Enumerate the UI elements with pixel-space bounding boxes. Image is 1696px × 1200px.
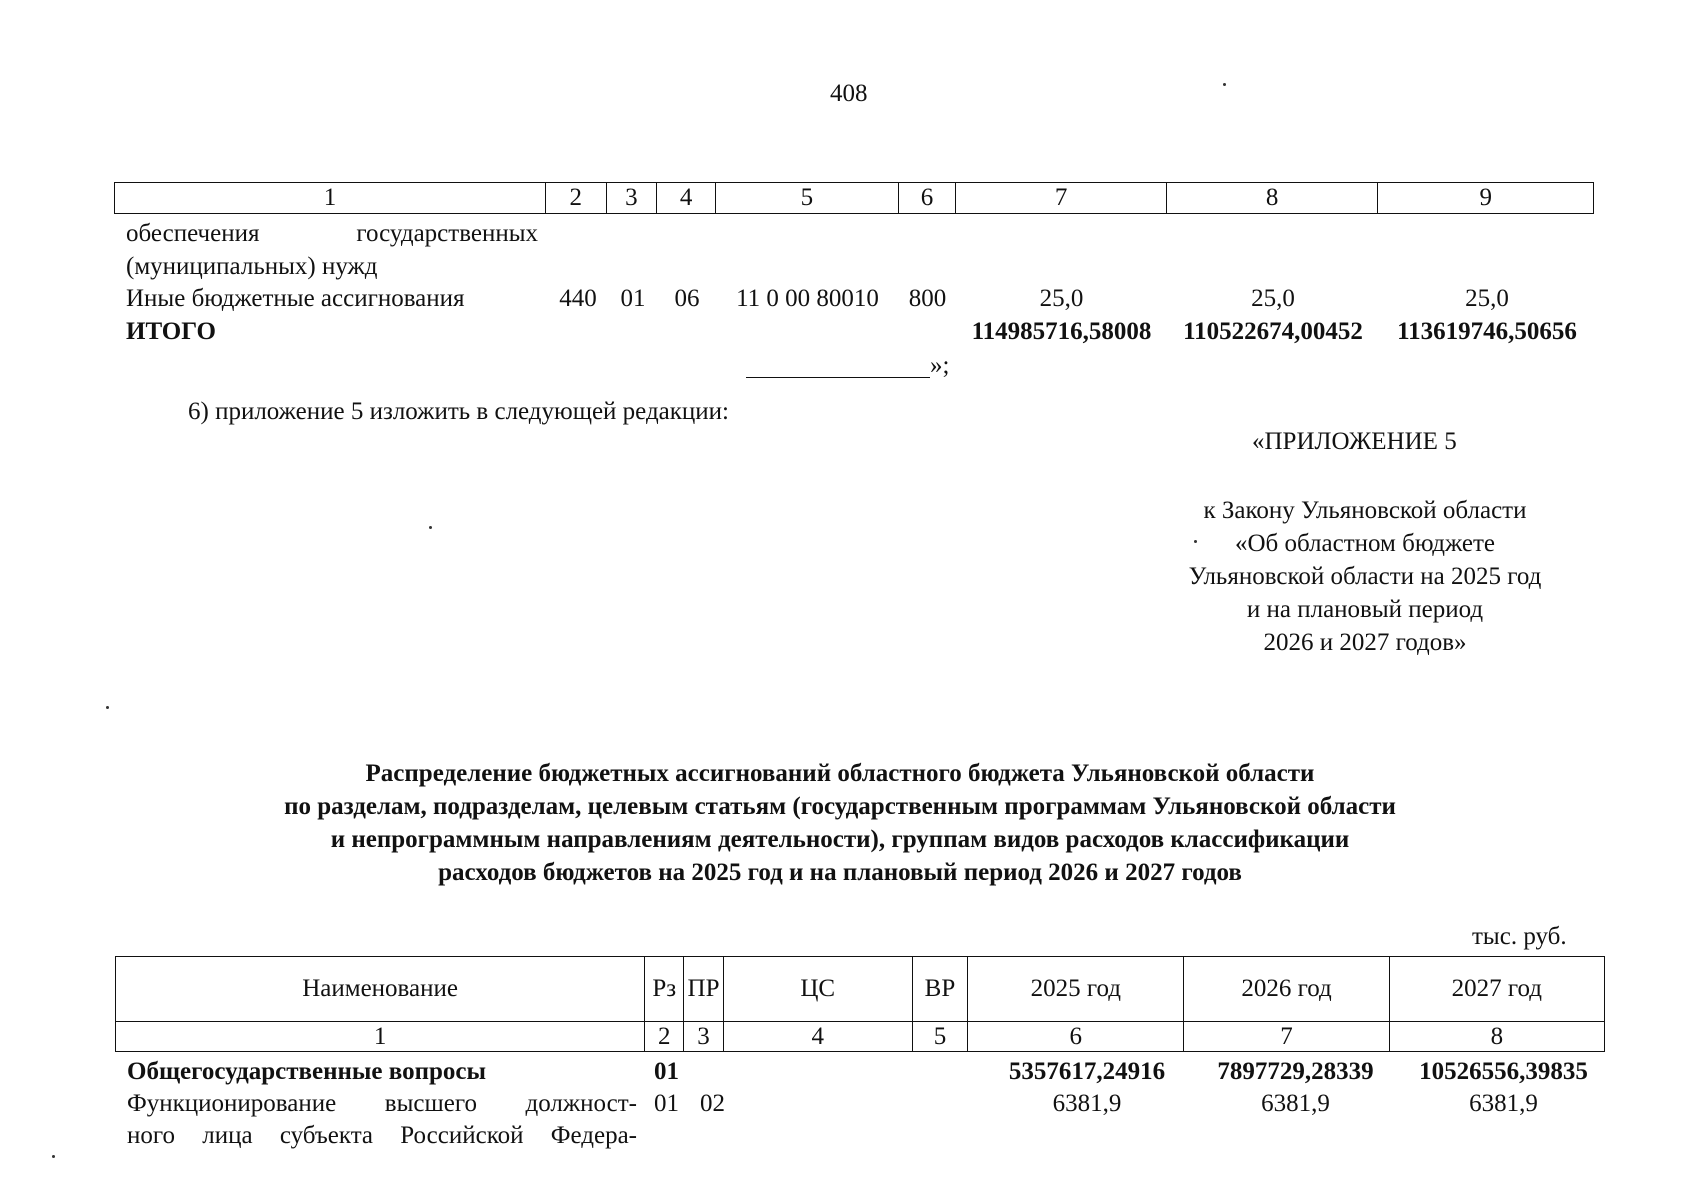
heading-line-4: расходов бюджетов на 2025 год и на плановый период 2026 и 2027 годов	[438, 859, 1242, 886]
appendix-line-5: 2026 и 2027 годов»	[1263, 629, 1467, 656]
num-6: 6	[968, 1022, 1184, 1052]
row-c8: 25,0	[1251, 285, 1295, 312]
total-label: ИТОГО	[126, 318, 216, 345]
main-row-2-2026: 6381,9	[1261, 1090, 1330, 1117]
continuation-line-1	[126, 220, 538, 248]
col-4-header: 4	[657, 183, 716, 214]
header-cs: ЦС	[723, 957, 912, 1022]
main-row-2-2027: 6381,9	[1469, 1090, 1538, 1117]
page-number: 408	[830, 80, 868, 107]
scan-speck	[1223, 83, 1226, 86]
header-2025: 2025 год	[968, 957, 1184, 1022]
row-c2: 440	[559, 285, 597, 312]
num-8: 8	[1389, 1022, 1604, 1052]
header-vr: ВР	[912, 957, 967, 1022]
num-5: 5	[912, 1022, 967, 1052]
main-row-2-name-text2: ного лица субъекта Российской Федера-	[127, 1122, 637, 1149]
appendix-title: «ПРИЛОЖЕНИЕ 5	[1252, 428, 1457, 455]
row-c5: 11 0 00 80010	[736, 285, 879, 312]
col-1-header: 1	[115, 183, 546, 214]
main-row-1-2025: 5357617,24916	[1008, 1058, 1166, 1085]
heading-line-1: Распределение бюджетных ассигнований областного бюджета Ульяновской области	[365, 760, 1315, 787]
row-c9: 25,0	[1465, 285, 1509, 312]
appendix-lines	[1150, 494, 1580, 659]
col-7-header: 7	[956, 183, 1167, 214]
document-heading	[60, 757, 1620, 889]
row-name: Иные бюджетные ассигнования	[126, 285, 465, 312]
num-1: 1	[116, 1022, 645, 1052]
units-label: тыс. руб.	[1472, 923, 1567, 950]
num-3: 3	[684, 1022, 723, 1052]
main-row-2-2025: 6381,9	[1052, 1090, 1122, 1117]
main-row-1-rz: 01	[654, 1058, 679, 1085]
total-c8: 110522674,00452	[1183, 318, 1363, 345]
total-c9: 113619746,50656	[1397, 318, 1577, 345]
row-c4: 06	[674, 285, 700, 312]
closing-underline	[746, 377, 930, 378]
num-7: 7	[1184, 1022, 1389, 1052]
main-row-1-2026: 7897729,28339	[1217, 1058, 1374, 1085]
col-5-header: 5	[715, 183, 898, 214]
continuation-line-2: (муниципальных) нужд	[126, 253, 378, 280]
total-c7: 114985716,58008	[971, 318, 1152, 345]
header-pr: ПР	[684, 957, 723, 1022]
num-2: 2	[645, 1022, 684, 1052]
main-row-1-name: Общегосударственные вопросы	[127, 1058, 487, 1085]
col-2-header: 2	[545, 183, 606, 214]
header-2026: 2026 год	[1184, 957, 1389, 1022]
col-9-header: 9	[1378, 183, 1594, 214]
top-table-header	[114, 182, 1594, 214]
row-c7: 25,0	[1039, 285, 1084, 312]
appendix-line-2: «Об областном бюджете	[1234, 530, 1496, 557]
instruction-text: 6) приложение 5 изложить в следующей редакции:	[188, 398, 729, 425]
main-row-2-pr: 02	[700, 1090, 725, 1117]
continuation-text-1: обеспечения государственных	[126, 220, 538, 247]
main-row-2-name-line2	[127, 1122, 637, 1150]
main-row-1-2027: 10526556,39835	[1419, 1058, 1588, 1085]
row-c3: 01	[620, 285, 646, 312]
col-8-header: 8	[1166, 183, 1378, 214]
scan-speck	[1194, 540, 1197, 543]
main-row-2-rz: 01	[654, 1090, 679, 1117]
col-3-header: 3	[606, 183, 657, 214]
header-name: Наименование	[116, 957, 645, 1022]
appendix-line-4: и на плановый период	[1246, 596, 1484, 623]
main-table-header	[115, 956, 1605, 1052]
scan-speck	[106, 706, 109, 709]
header-2027: 2027 год	[1389, 957, 1604, 1022]
appendix-line-3: Ульяновской области на 2025 год	[1188, 563, 1542, 590]
appendix-line-1: к Закону Ульяновской области	[1203, 497, 1527, 524]
main-row-2-name-text1: Функционирование высшего должност-	[127, 1090, 637, 1117]
scan-speck	[52, 1155, 55, 1158]
row-c6: 800	[908, 285, 947, 312]
closing-quote: »;	[930, 352, 950, 379]
header-rz: Рз	[645, 957, 684, 1022]
num-4: 4	[723, 1022, 912, 1052]
main-row-2-name-line1	[127, 1090, 637, 1118]
col-6-header: 6	[898, 183, 956, 214]
heading-line-3: и непрограммным направлениям деятельности), группам видов расходов классификации	[330, 826, 1350, 853]
heading-line-2: по разделам, подразделам, целевым статьям (государственным программам Ульяновской области	[284, 793, 1396, 820]
scan-speck	[429, 526, 432, 529]
